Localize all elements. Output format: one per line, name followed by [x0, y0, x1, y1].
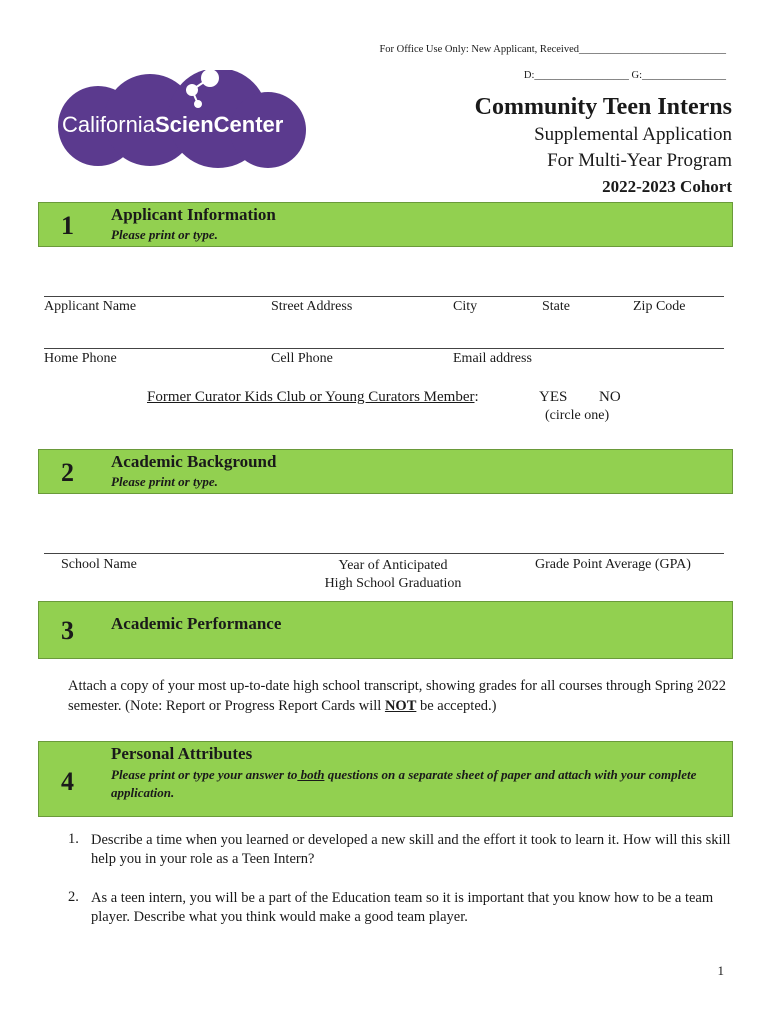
label-graduation-year: [298, 557, 488, 593]
label-home-phone: Home Phone: [44, 351, 117, 366]
label-graduation-line1: Year of Anticipated: [338, 558, 448, 573]
section-1-header: [38, 202, 733, 247]
no-option[interactable]: NO: [599, 389, 621, 405]
label-cell-phone: Cell Phone: [271, 351, 333, 366]
question-2-text: As a teen intern, you will be a part of the Education team so it is important that you know how to be a team player. Describe what you think would make a good team player.: [91, 890, 714, 925]
label-email-address: Email address: [453, 351, 532, 366]
page-number: 1: [717, 963, 724, 978]
applicant-line-1: [44, 296, 724, 297]
transcript-not-emphasis: NOT: [384, 698, 417, 714]
document-header: [475, 92, 732, 200]
label-city: City: [453, 299, 478, 314]
member-question: [147, 389, 479, 406]
section-4-header: [38, 741, 733, 817]
section-2-header: [38, 449, 733, 494]
page-subtitle-application: Supplemental Application: [534, 124, 732, 145]
label-graduation-line2: High School Graduation: [324, 576, 462, 591]
transcript-text-end: be accepted.): [416, 698, 497, 714]
label-state: State: [542, 299, 570, 314]
office-use-received: For Office Use Only: New Applicant, Received____________________________: [379, 44, 726, 55]
label-zip-code: Zip Code: [633, 299, 686, 314]
section-number: 3: [61, 616, 74, 645]
page-title: Community Teen Interns: [474, 94, 732, 120]
member-question-text: Former Curator Kids Club or Young Curators Member: [147, 389, 475, 405]
section-title: Academic Performance: [111, 614, 282, 633]
label-gpa: Grade Point Average (GPA): [535, 557, 691, 572]
section-instruction: Please print or type.: [111, 474, 218, 489]
question-2-number: 2.: [68, 889, 79, 905]
cohort-label: 2022-2023 Cohort: [602, 177, 732, 196]
question-1-text: Describe a time when you learned or developed a new skill and the effort it took to learn it. How will this skill help you in your role as a Teen Intern?: [91, 832, 731, 867]
yes-option[interactable]: YES: [539, 389, 568, 405]
instruction-both-emphasis: both: [297, 767, 325, 782]
section-title: Personal Attributes: [111, 744, 253, 763]
section-3-header: [38, 601, 733, 659]
logo-wordmark: [62, 112, 283, 138]
academic-line: [44, 553, 724, 554]
label-street-address: Street Address: [271, 299, 353, 314]
instruction-text-end: questions on a separate sheet of paper and attach with your complete application.: [111, 767, 697, 800]
question-1-number: 1.: [68, 831, 79, 847]
transcript-instruction: [68, 676, 728, 716]
logo-text-bold: ScienCenter: [154, 112, 284, 137]
applicant-line-2: [44, 348, 724, 349]
california-science-center-logo: [58, 70, 306, 170]
section-number: 4: [61, 767, 74, 796]
label-school-name: School Name: [61, 557, 137, 572]
section-instruction: [111, 766, 711, 802]
instruction-text: Please print or type your answer to: [111, 767, 298, 782]
logo-text-regular: California: [62, 112, 155, 137]
transcript-text: Attach a copy of your most up-to-date high school transcript, showing grades for all courses through Spring 2022 semester. (Note: Report or Progress Report Cards will: [68, 678, 727, 714]
circle-one-hint: (circle one): [545, 408, 610, 423]
section-number: 2: [61, 458, 74, 487]
section-number: 1: [61, 211, 74, 240]
member-question-colon: :: [474, 389, 479, 405]
section-instruction: Please print or type.: [111, 227, 218, 242]
label-applicant-name: Applicant Name: [44, 299, 137, 314]
page-subtitle-program: For Multi-Year Program: [547, 150, 732, 171]
section-title: Academic Background: [111, 452, 277, 471]
section-title: Applicant Information: [111, 205, 276, 224]
office-use-codes: D:__________________ G:________________: [523, 70, 726, 81]
